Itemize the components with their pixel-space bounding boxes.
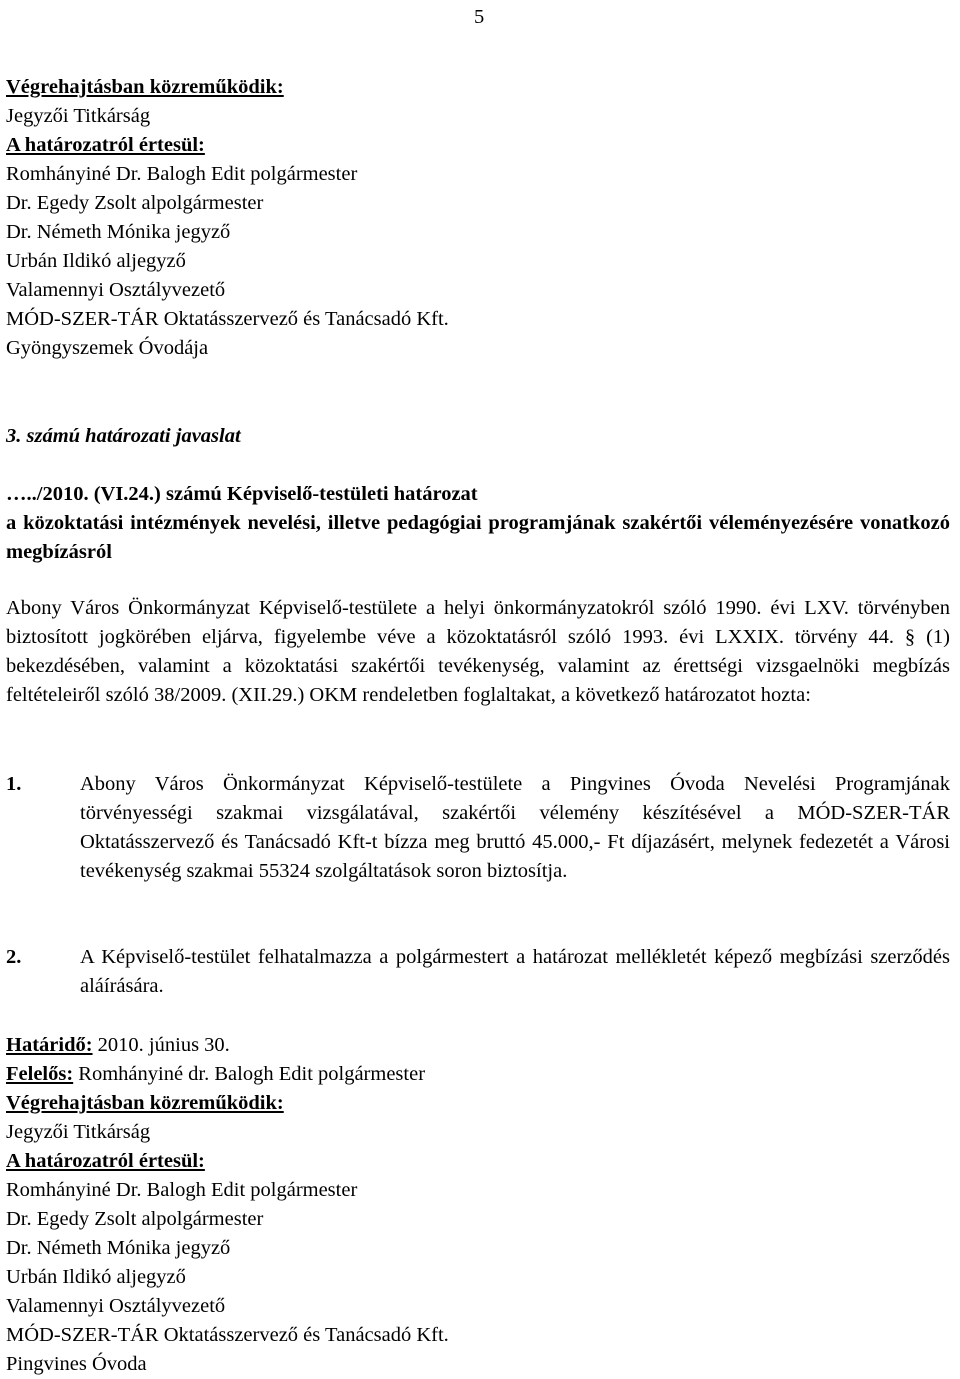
resolution-item-text: Abony Város Önkormányzat Képviselő-testülete a Pingvines Óvoda Nevelési Programjának törvényességi szakmai vizsgálatával, szakértői vélemény készítésével a MÓD-SZER-TÁR Oktatásszervező és Tanácsadó Kft-t bízza meg bruttó 45.000,- Ft díjazásért, melynek fedezetét a Városi tevékenység szakmai 55324 szolgáltatások soron biztosítja. (80, 773, 950, 882)
resolution-item (6, 770, 950, 886)
notified-line: Valamennyi Osztályvezető (6, 279, 226, 301)
notified-line: Romhányiné Dr. Balogh Edit polgármester (6, 1179, 358, 1201)
resolution-number: …../2010. (VI.24.) számú Képviselő-testületi határozat (6, 483, 478, 505)
resolution-subject: a közoktatási intézmények nevelési, illetve pedagógiai programjának szakértői véleményezésére vonatkozó megbízásról (6, 512, 950, 563)
deadline-line (6, 1031, 230, 1060)
page-number: 5 (474, 6, 485, 28)
notified-line: Valamennyi Osztályvezető (6, 1295, 226, 1317)
resolution-item-number: 1. (6, 773, 22, 795)
resolution-item-number: 2. (6, 946, 22, 968)
resolution-item-text: A Képviselő-testület felhatalmazza a polgármestert a határozat mellékletét képező megbízási szerződés aláírására. (80, 946, 950, 997)
notified-line: Pingvines Óvoda (6, 1353, 147, 1375)
notified-line: Dr. Egedy Zsolt alpolgármester (6, 192, 264, 214)
notified-line: Dr. Németh Mónika jegyző (6, 221, 231, 243)
notified-line: Dr. Németh Mónika jegyző (6, 1237, 231, 1259)
notified-heading: A határozatról értesül: (6, 134, 205, 156)
responsible-label: Felelős: (6, 1063, 74, 1085)
executors-heading: Végrehajtásban közreműködik: (6, 76, 284, 98)
deadline-value: 2010. június 30. (97, 1034, 230, 1056)
notified-line: MÓD-SZER-TÁR Oktatásszervező és Tanácsadó Kft. (6, 308, 449, 330)
executor-line: Jegyzői Titkárság (6, 1121, 151, 1143)
notified-line: Gyöngyszemek Óvodája (6, 337, 209, 359)
proposal-label: 3. számú határozati javaslat (6, 425, 241, 447)
deadline-label: Határidő: (6, 1034, 93, 1056)
notified-line: MÓD-SZER-TÁR Oktatásszervező és Tanácsadó Kft. (6, 1324, 449, 1346)
responsible-line (6, 1060, 425, 1089)
notified-line: Romhányiné Dr. Balogh Edit polgármester (6, 163, 358, 185)
notified-heading: A határozatról értesül: (6, 1150, 205, 1172)
resolution-preamble: Abony Város Önkormányzat Képviselő-testülete a helyi önkormányzatokról szóló 1990. évi LXV. törvényben biztosított jogkörében eljárva, figyelembe véve a közoktatásról szóló 1993. évi LXXIX. törvény 44. § (1) bekezdésében, valamint a közoktatási szakértői tevékenység, valamint az érettségi vizsgaelnöki megbízás feltételeiről szóló 38/2009. (XII.29.) OKM rendeletben foglaltakat, a következő határozatot hozta: (6, 597, 950, 706)
notified-line: Urbán Ildikó aljegyző (6, 1266, 186, 1288)
resolution-item (6, 943, 950, 1001)
notified-line: Urbán Ildikó aljegyző (6, 250, 186, 272)
responsible-value: Romhányiné dr. Balogh Edit polgármester (78, 1063, 426, 1085)
executors-heading: Végrehajtásban közreműködik: (6, 1092, 284, 1114)
notified-line: Dr. Egedy Zsolt alpolgármester (6, 1208, 264, 1230)
executor-line: Jegyzői Titkárság (6, 105, 151, 127)
